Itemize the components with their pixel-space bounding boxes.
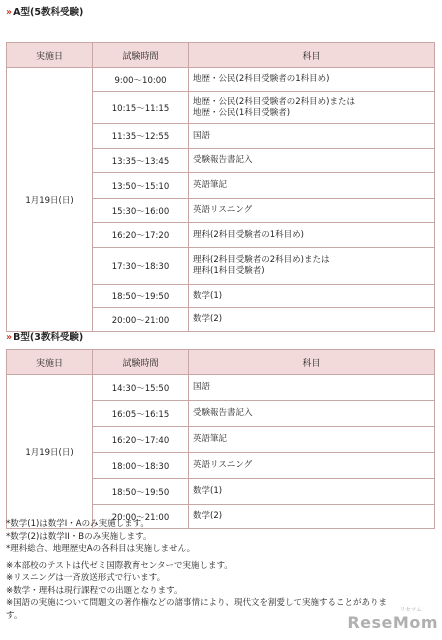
section-b-title-text: B型(3教科受験)	[13, 332, 84, 343]
subject-cell: 国語	[189, 124, 435, 149]
table-header-row	[7, 43, 435, 68]
time-cell: 10:15～11:15	[93, 92, 189, 124]
header-subject: 科目	[189, 43, 435, 68]
time-cell: 15:30～16:00	[93, 199, 189, 223]
time-cell: 11:35～12:55	[93, 124, 189, 149]
note-line: *数学(2)は数学II・Bのみ実施します。	[6, 531, 152, 542]
header-date: 実施日	[7, 350, 93, 375]
subject-cell: 地歴・公民(2科目受験者の1科目め)	[189, 68, 435, 92]
time-cell: 16:20～17:40	[93, 427, 189, 453]
subject-cell: 英語リスニング	[189, 199, 435, 223]
header-date: 実施日	[7, 43, 93, 68]
table-header-row	[7, 350, 435, 375]
time-cell: 18:50～19:50	[93, 285, 189, 308]
table-row	[7, 375, 435, 401]
subject-cell: 数学(2)	[189, 308, 435, 332]
subject-cell: 数学(2)	[189, 505, 435, 529]
notes-block	[6, 518, 436, 622]
subject-cell: 受験報告書記入	[189, 149, 435, 173]
note-line: *数学(1)は数学I・Aのみ実施します。	[6, 519, 149, 529]
time-cell: 20:00～21:00	[93, 308, 189, 332]
header-time: 試験時間	[93, 350, 189, 375]
time-cell: 18:50～19:50	[93, 479, 189, 505]
note-line: ※数学・理科は現行課程での出題となります。	[6, 585, 183, 596]
subject-cell: 英語筆記	[189, 173, 435, 199]
time-cell: 18:00～18:30	[93, 453, 189, 479]
schedule-table-b	[6, 349, 435, 529]
header-time: 試験時間	[93, 43, 189, 68]
subject-cell: 理科(2科目受験者の2科目め)または 理科(1科目受験者)	[189, 248, 435, 285]
time-cell: 14:30～15:50	[93, 375, 189, 401]
subject-cell: 数学(1)	[189, 285, 435, 308]
note-line: ※本部校のテストは代ゼミ国際教育センターで実施します。	[6, 560, 233, 571]
header-subject: 科目	[189, 350, 435, 375]
double-chevron-icon: »	[6, 7, 11, 18]
note-line: す。	[6, 610, 23, 621]
time-cell: 13:35～13:45	[93, 149, 189, 173]
time-cell: 20:00～21:00	[93, 505, 189, 529]
logo-small-text: リセマム	[400, 607, 422, 613]
subject-cell: 数学(1)	[189, 479, 435, 505]
logo-text: ReseMom	[347, 613, 438, 632]
time-cell: 16:05～16:15	[93, 401, 189, 427]
subject-cell: 英語リスニング	[189, 453, 435, 479]
exam-date-cell: 1月19日(日)	[7, 68, 93, 332]
table-row	[7, 68, 435, 92]
subject-cell: 英語筆記	[189, 427, 435, 453]
subject-cell: 理科(2科目受験者の1科目め)	[189, 223, 435, 248]
resemom-logo	[347, 607, 438, 632]
note-line: ※国語の実施について問題文の著作権などの諸事情により、現代文を割愛して実施することがありま	[6, 598, 387, 608]
note-line: *理科総合、地理歴史Aの各科目は実施しません。	[6, 544, 196, 554]
subject-cell: 国語	[189, 375, 435, 401]
subject-cell: 受験報告書記入	[189, 401, 435, 427]
time-cell: 13:50～15:10	[93, 173, 189, 199]
exam-date-cell: 1月19日(日)	[7, 375, 93, 529]
time-cell: 9:00～10:00	[93, 68, 189, 92]
schedule-table-a	[6, 42, 435, 332]
time-cell: 16:20～17:20	[93, 223, 189, 248]
section-a-title-text: A型(5教科受験)	[13, 7, 84, 18]
double-chevron-icon: »	[6, 332, 11, 343]
time-cell: 17:30～18:30	[93, 248, 189, 285]
section-a-title	[6, 5, 83, 21]
section-b-title	[6, 330, 83, 346]
note-line: ※リスニングは一斉放送形式で行います。	[6, 573, 166, 583]
subject-cell: 地歴・公民(2科目受験者の2科目め)または 地歴・公民(1科目受験者)	[189, 92, 435, 124]
